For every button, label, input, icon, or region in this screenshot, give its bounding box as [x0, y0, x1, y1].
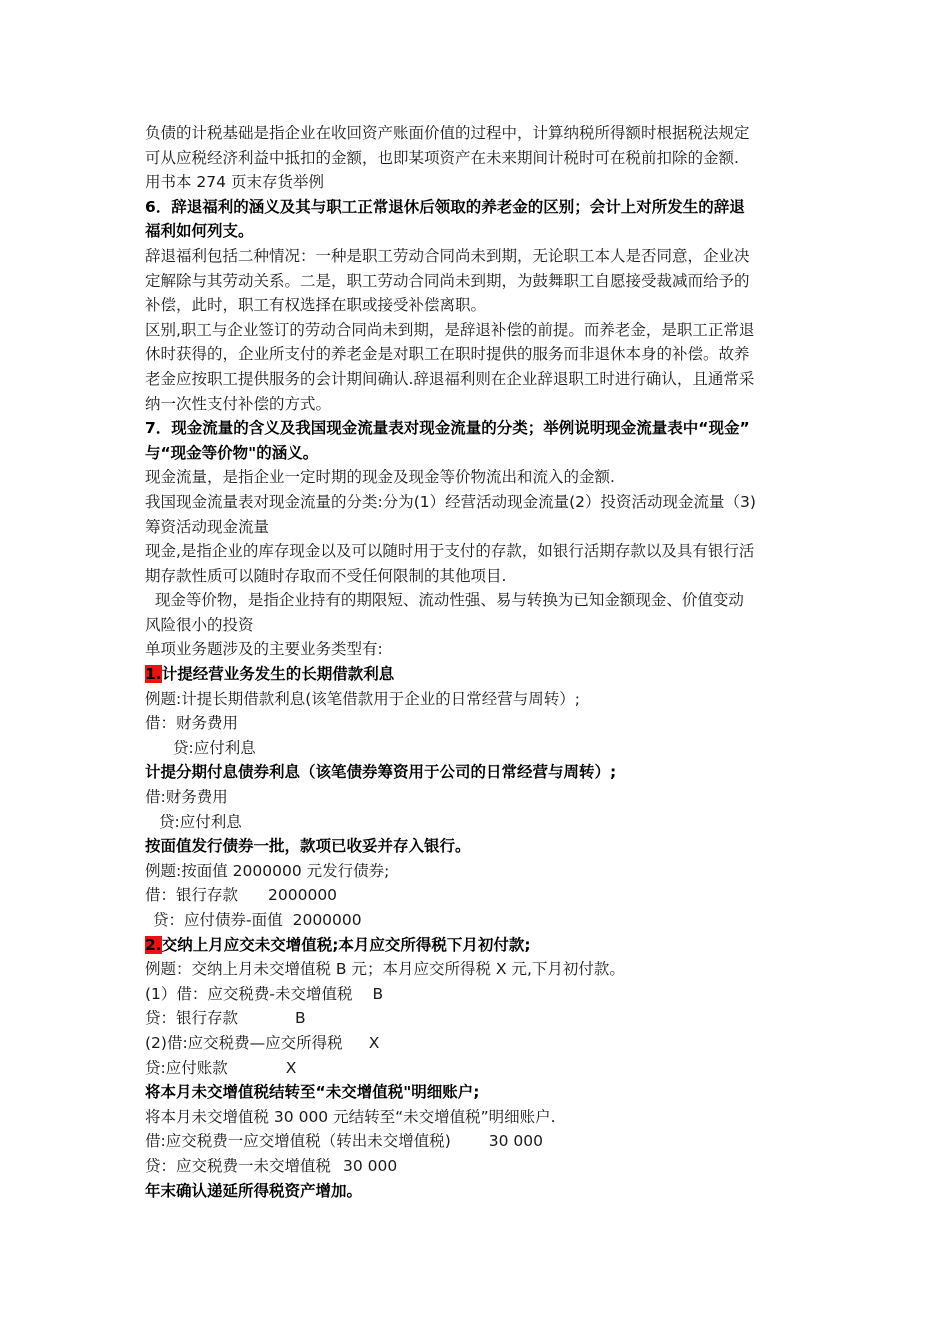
text-line: 补偿，此时，职工有权选择在职或接受补偿离职。: [145, 296, 487, 315]
amount: B: [372, 984, 384, 1003]
text-line: 例题:按面值 2000000 元发行债券;: [145, 861, 390, 880]
amount: 2000000: [292, 911, 362, 929]
text-line: 可从应税经济利益中抵扣的金额，也即某项资产在未来期间计税时可在税前扣除的金额.: [145, 148, 739, 167]
journal-credit: [145, 1056, 815, 1081]
amount: B: [295, 1009, 306, 1028]
account-name: (1）借：应交税费-未交增值税: [145, 984, 353, 1003]
text-line: 例题:计提长期借款利息(该笔借款用于企业的日常经营与周转）;: [145, 689, 580, 708]
journal-debit: [145, 883, 815, 908]
text-line: 现金等价物，是指企业持有的期限短、流动性强、易与转换为已知金额现金、价值变动: [145, 591, 744, 610]
text-line: 现金流量，是指企业一定时期的现金及现金等价物流出和流入的金额.: [145, 468, 615, 487]
document-page: [145, 121, 815, 1203]
business-type-heading: [145, 662, 815, 687]
text-line: 例题：交纳上月未交增值税 B 元；本月应交所得税 X 元,下月初付款。: [145, 960, 625, 979]
amount: X: [285, 1058, 297, 1077]
journal-debit: [145, 1129, 815, 1154]
business-subheading: 将本月未交增值税结转至“未交增值税"明细账户;: [145, 1083, 480, 1102]
business-subheading: 年末确认递延所得税资产增加。: [145, 1181, 363, 1200]
text-line: 休时获得的，企业所支付的养老金是对职工在职时提供的服务而非退休本身的补偿。故养: [145, 345, 750, 364]
journal-debit: 借:财务费用: [145, 788, 228, 807]
account-name: 贷:应付账款: [145, 1058, 228, 1077]
question-heading: 与“现金等价物"的涵义。: [145, 443, 319, 462]
amount: 30 000: [343, 1156, 398, 1175]
text-line: 区别,职工与企业签订的劳动合同尚未到期，是辞退补偿的前提。而养老金，是职工正常退: [145, 320, 755, 339]
account-name: (2)借:应交税费—应交所得税: [145, 1033, 343, 1052]
business-subheading: 按面值发行债券一批，款项已收妥并存入银行。: [145, 837, 471, 856]
text-line: 期存款性质可以随时存取而不受任何限制的其他项目.: [145, 566, 507, 585]
amount: 30 000: [488, 1132, 544, 1151]
account-name: 贷：应付债券-面值: [153, 911, 283, 929]
text-line: 辞退福利包括二种情况：一种是职工劳动合同尚未到期，无论职工本人是否同意，企业决: [145, 246, 750, 265]
account-name: 贷：应交税费一未交增值税: [145, 1156, 332, 1175]
journal-debit: [145, 982, 815, 1007]
amount: 2000000: [268, 886, 338, 905]
journal-credit: 贷:应付利息: [159, 812, 242, 831]
journal-credit: 贷:应付利息: [173, 738, 256, 757]
text-line: 纳一次性支付补偿的方式。: [145, 394, 332, 413]
journal-credit: [145, 908, 815, 933]
question-heading: 6．辞退福利的涵义及其与职工正常退休后领取的养老金的区别；会计上对所发生的辞退: [145, 197, 745, 216]
heading-text: 交纳上月应交未交增值税;本月应交所得税下月初付款;: [161, 935, 531, 954]
account-name: 贷：银行存款: [145, 1009, 239, 1028]
business-subheading: 计提分期付息债券利息（该笔债券筹资用于公司的日常经营与周转）;: [145, 763, 617, 782]
account-name: 借：银行存款: [145, 886, 239, 905]
text-line: 用书本 274 页末存货举例: [145, 173, 324, 192]
journal-credit: [145, 1006, 815, 1031]
question-heading: 7．现金流量的含义及我国现金流量表对现金流量的分类；举例说明现金流量表中“现金”: [145, 419, 750, 438]
journal-debit: [145, 1031, 815, 1056]
text-line: 老金应按职工提供服务的会计期间确认.辞退福利则在企业辞退职工时进行确认，且通常采: [145, 369, 755, 388]
business-type-heading: [145, 933, 815, 958]
highlight-number: 2.: [145, 935, 162, 954]
text-line: 风险很小的投资: [145, 615, 254, 634]
amount: X: [368, 1033, 380, 1052]
highlight-number: 1.: [145, 665, 162, 684]
text-line: 单项业务题涉及的主要业务类型有:: [145, 640, 383, 659]
text-line: 现金,是指企业的库存现金以及可以随时用于支付的存款，如银行活期存款以及具有银行活: [145, 542, 755, 561]
question-heading: 福利如何列支。: [145, 222, 254, 241]
journal-debit: 借：财务费用: [145, 714, 239, 733]
text-line: 将本月未交增值税 30 000 元结转至“未交增值税”明细账户.: [145, 1107, 556, 1126]
account-name: 借:应交税费一应交增值税（转出未交增值税): [145, 1132, 451, 1151]
text-line: 负债的计税基础是指企业在收回资产账面价值的过程中，计算纳税所得额时根据税法规定: [145, 124, 750, 142]
text-line: 筹资活动现金流量: [145, 517, 270, 536]
text-line: 定解除与其劳动关系。二是，职工劳动合同尚未到期，为鼓舞职工自愿接受裁减而给予的: [145, 271, 750, 290]
heading-text: 计提经营业务发生的长期借款利息: [161, 665, 395, 684]
text-line: 我国现金流量表对现金流量的分类:分为(1）经营活动现金流量(2）投资活动现金流量（3): [145, 492, 756, 511]
journal-credit: [145, 1154, 815, 1179]
